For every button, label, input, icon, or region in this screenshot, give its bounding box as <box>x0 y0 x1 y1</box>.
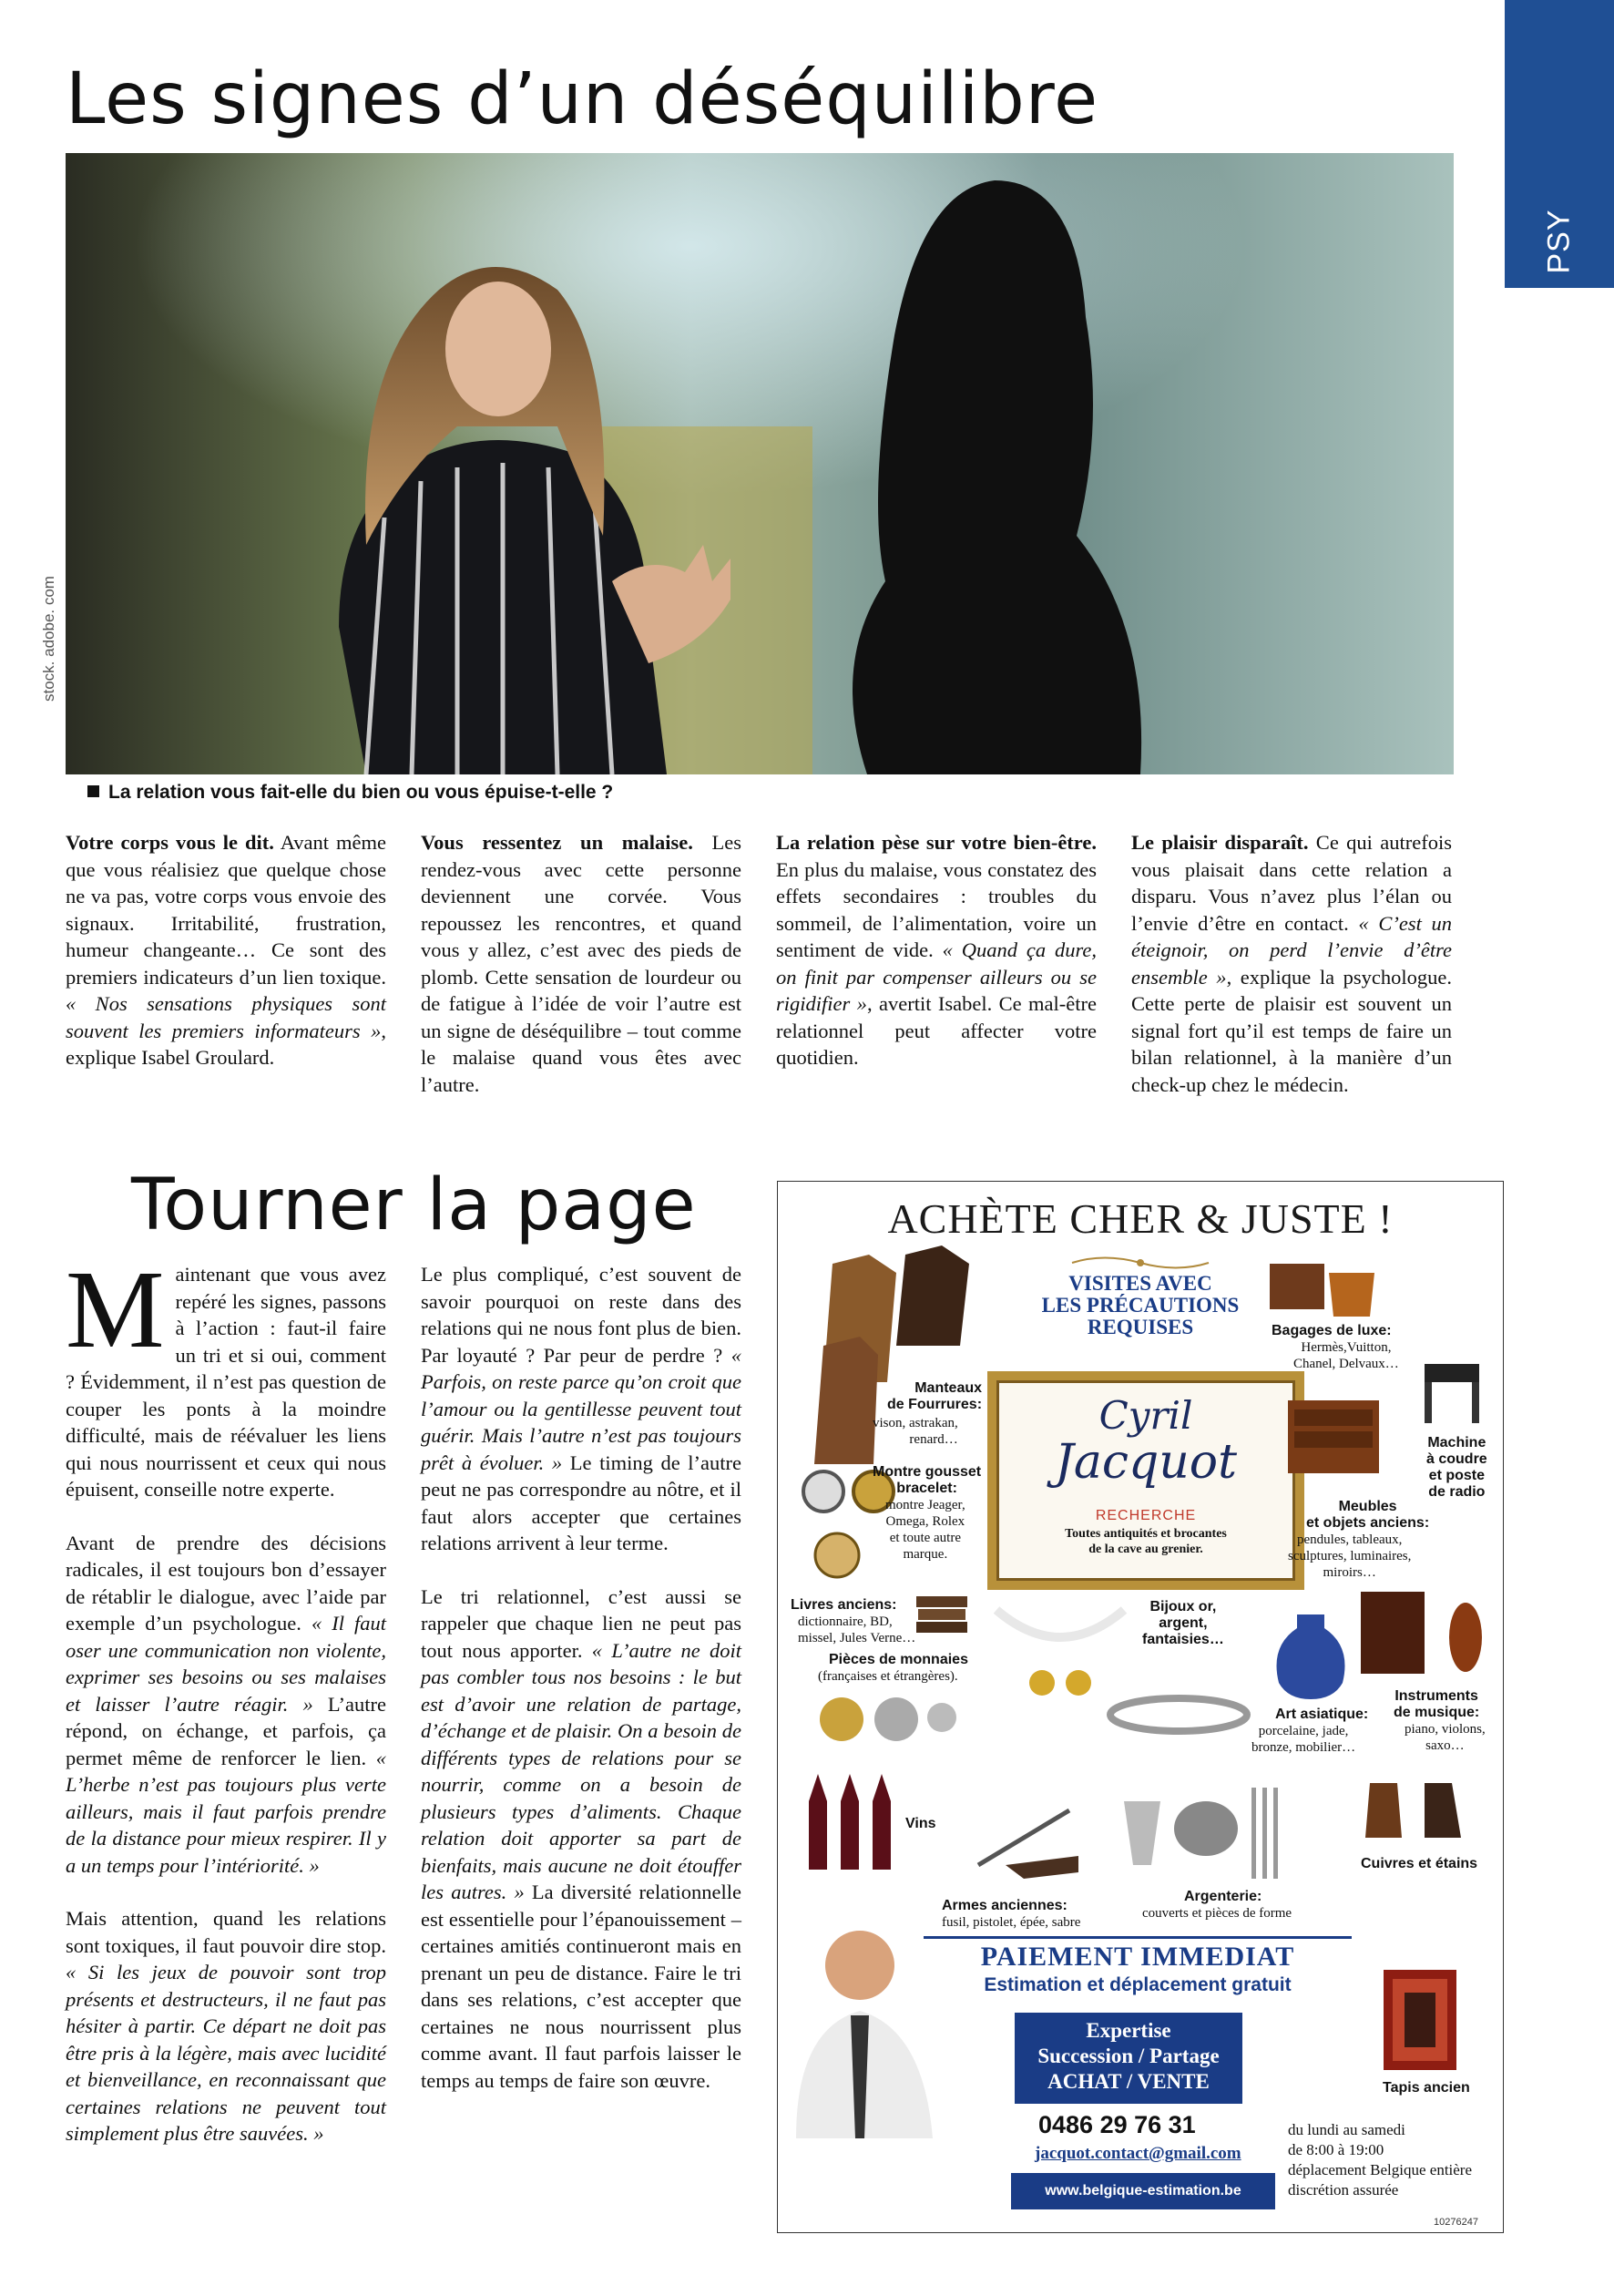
quote: « L’autre ne doit pas combler tous nos besoins : le but est d’avoir une relation de partage, d’échange et de plaisir. On a besoin de différents types de relations pour se nourrir, comme on a besoin de plusieurs types d’aliments. Chaque relation doit apporter sa part de bienfaits, mais aucune ne doit étouffer les autres. » <box>421 1638 741 1903</box>
section-text: Ce qui autrefois vous plaisait dans cette relation a disparu. Vous n’avez plus l’élan ou l’envie d’être en contact. <box>1131 831 1452 935</box>
ad-name-last: Jacquot <box>1055 1435 1237 1490</box>
quote: « Il faut oser une communication non violente, exprimer ses besoins ou ses malaises et laisser l’autre réagir. » <box>66 1612 387 1716</box>
quote: « Quand ça dure, on finit par compenser ailleurs ou se rigidifier » <box>776 938 1097 1015</box>
ad-item-sub: Hermès,Vuitton, Chanel, Delvaux… <box>1293 1340 1399 1371</box>
vase-icon <box>1270 1610 1352 1701</box>
ad-item-sub: couverts et pièces de forme <box>1142 1906 1292 1921</box>
ad-item-title: Machine à coudre et poste de radio <box>1426 1435 1487 1500</box>
quote: « Si les jeux de pouvoir sont trop présents et destructeurs, il ne faut pas hésiter à partir. Ce départ ne doit pas être pris à la légère, mais avec lucidité et bienveillance, en reconnaissant que certaines relations ne peuvent tout simplement plus être sauvées. » <box>66 1961 386 2145</box>
ad-item-title: Art asiatique: <box>1275 1707 1369 1722</box>
wine-bottles-icon <box>800 1774 900 1874</box>
paragraph-text: Le plus compliqué, c’est souvent de savoir pourquoi on reste dans des relations qui ne nous font plus de bien. Par loyauté ? Par peur de perdre ? <box>421 1263 741 1367</box>
ad-payment: PAIEMENT IMMEDIAT <box>980 1942 1295 1972</box>
column-4 <box>1131 829 1452 1098</box>
photo-credit: stock. adobe. com <box>40 576 57 702</box>
ad-item-title: Montre gousset bracelet: <box>873 1464 982 1496</box>
quote: « L’herbe n’est pas toujours plus verte ailleurs, mais il faut parfois prendre de la distance pour mieux respirer. Il y a un temps pour l’intériorité. » <box>66 1746 386 1877</box>
section-text: , explique Isabel Groulard. <box>66 1019 386 1069</box>
paragraph-text: La diversité relationnelle est essentielle pour l’épanouissement – certaines amitiés continueront mais en prenant un peu de distance. Faire le tri dans ses relations, c’est accepter que certaines ne nous nourrissent plus comme avant. Il faut parfois laisser le temps au temps de faire son œuvre. <box>421 1881 741 2092</box>
paragraph-text: Le timing de l’autre peut ne pas correspondre au nôtre, et il faut alors accepter que certaines relations arrivent à leur terme. <box>421 1450 741 1554</box>
paragraph-text: Le tri relationnel, c’est aussi se rappeler que chaque lien ne peut pas tout nous apporter. <box>421 1584 741 1662</box>
article2-column-2 <box>421 1261 741 2094</box>
ad-item-sub: pendules, tableaux, sculptures, luminaires, miroirs… <box>1288 1532 1412 1580</box>
ad-item-title: Instruments de musique: <box>1394 1688 1480 1720</box>
ad-estimation: Estimation et déplacement gratuit <box>984 1974 1292 1995</box>
books-icon <box>914 1592 969 1637</box>
weapons-icon <box>969 1801 1088 1892</box>
ad-item-sub: (françaises et étrangères). <box>818 1669 958 1684</box>
ad-item-sub: vison, astrakan, renard… <box>873 1416 958 1447</box>
ad-item-title: Cuivres et étains <box>1361 1856 1478 1871</box>
ad-item-title: Bijoux or, argent, fantaisies… <box>1142 1599 1224 1647</box>
quote: « Parfois, on reste parce qu’on croit que l’amour ou la gentillesse peuvent tout guérir. Mais l’autre n’est pas toujours prêt à évoluer. » <box>421 1343 741 1474</box>
advertisement <box>777 1181 1504 2233</box>
ad-item-sub: piano, violons, saxo… <box>1405 1722 1486 1753</box>
ad-frame <box>987 1371 1304 1590</box>
ad-headline: ACHÈTE CHER & JUSTE ! <box>887 1195 1394 1242</box>
section-heading: Le plaisir disparaît. <box>1131 831 1309 854</box>
ad-hours: du lundi au samedi de 8:00 à 19:00 déplacement Belgique entière discrétion assurée <box>1288 2121 1473 2199</box>
ad-item-title: Meubles et objets anciens: <box>1306 1499 1430 1531</box>
ad-item-title: Tapis ancien <box>1383 2080 1470 2096</box>
section-text: En plus du malaise, vous constatez des effets secondaires : troubles du sommeil, de l’alimentation, voire un sentiment de vide. <box>776 857 1097 961</box>
column-3 <box>776 829 1097 1071</box>
article-title: Les signes d’un déséquilibre <box>66 58 1099 140</box>
paragraph-text: Avant de prendre des décisions radicales, il est toujours bon d’essayer de rétablir le dialogue, avec l’aide par exemple d’un psychologue. <box>66 1531 386 1635</box>
column-1 <box>66 829 386 1071</box>
paragraph-text: Mais attention, quand les relations sont toxiques, il faut pouvoir dire stop. <box>66 1907 386 1957</box>
drop-cap: M <box>66 1248 165 1371</box>
bracelet-icon <box>1106 1692 1251 1737</box>
article2-column-1 <box>66 1248 387 2147</box>
ornament-icon <box>1067 1253 1213 1273</box>
luggage-icon <box>1270 1245 1379 1318</box>
ad-name-first: Cyril <box>1098 1393 1193 1438</box>
article-photo <box>66 153 1454 774</box>
ad-item-title: Vins <box>905 1816 936 1831</box>
ad-item-sub: fusil, pistolet, épée, sabre <box>942 1915 1081 1930</box>
section-text: Avant même que vous réalisiez que quelque chose ne va pas, votre corps vous envoie des signaux. Irritabilité, frustration, humeur changeante… Ce sont des premiers indicateurs d’un lien toxique. <box>66 831 386 989</box>
section-text: Les rendez-vous avec cette personne deviennent une corvée. Vous repoussez les rencontres, et quand vous y allez, c’est avec des pieds de plomb. Cette sensation de lourdeur ou de fatigue à l’idée de voir l’autre est un signe de déséquilibre – tout comme le malaise quand vous êtes avec l’autre. <box>421 831 741 1096</box>
ad-email[interactable]: jacquot.contact@gmail.com <box>1035 2144 1241 2163</box>
ad-website[interactable]: www.belgique-estimation.be <box>1011 2173 1275 2209</box>
section-heading: Vous ressentez un malaise. <box>421 831 693 854</box>
caption-text: La relation vous fait-elle du bien ou vous épuise-t-elle ? <box>108 782 614 803</box>
coins-icon <box>814 1692 960 1747</box>
ad-item-sub: montre Jeager, Omega, Rolex et toute autre marque. <box>885 1498 965 1562</box>
copper-icon <box>1361 1774 1470 1847</box>
section-tab <box>1505 0 1614 288</box>
ad-visits: VISITES AVEC LES PRÉCAUTIONS REQUISES <box>1041 1272 1240 1338</box>
photo-caption <box>87 782 613 804</box>
silverware-icon <box>1115 1783 1297 1883</box>
section-text: , explique la psychologue. Cette perte de plaisir est souvent un signal fort qu’il est temps de faire un bilan relationnel, à la manière d’un check-up chez le médecin. <box>1131 965 1453 1096</box>
divider <box>924 1936 1352 1939</box>
section-tab-label: PSY <box>1541 209 1577 274</box>
section-heading: Votre corps vous le dit. <box>66 831 274 854</box>
dealer-photo <box>787 1911 942 2138</box>
ad-phone[interactable]: 0486 29 76 31 <box>1038 2111 1196 2138</box>
ad-expertise-box: Expertise Succession / Partage ACHAT / VENTE <box>1015 2013 1242 2104</box>
ad-item-sub: porcelaine, jade, bronze, mobilier… <box>1251 1724 1356 1755</box>
quote: « Nos sensations physiques sont souvent les premiers informateurs » <box>66 992 386 1042</box>
ad-item-title: Bagages de luxe: <box>1272 1323 1392 1338</box>
furniture-icon <box>1283 1391 1384 1491</box>
section-heading: La relation pèse sur votre bien-être. <box>776 831 1097 854</box>
ad-item-title: Pièces de monnaies <box>829 1652 968 1667</box>
quote: « C’est un éteignoir, on perd l’envie d’être ensemble » <box>1131 911 1452 989</box>
caption-bullet <box>87 785 99 797</box>
ad-item-sub: dictionnaire, BD, missel, Jules Verne… <box>798 1614 916 1645</box>
paragraph-text: L’autre répond, on échange, et parfois, ça permet même de renforcer le lien. <box>66 1692 387 1769</box>
section-text: , avertit Isabel. Ce mal-être relationnel peut affecter votre quotidien. <box>776 992 1097 1069</box>
ad-recherche-sub: Toutes antiquités et brocantes de la cave au grenier. <box>1065 1527 1227 1556</box>
ad-item-title: Armes anciennes: <box>942 1898 1067 1913</box>
ad-item-title: Livres anciens: <box>791 1597 897 1613</box>
ad-item-title: Argenterie: <box>1184 1889 1262 1904</box>
piano-violin-icon <box>1361 1573 1488 1683</box>
carpet-icon <box>1379 1965 1461 2075</box>
ad-ref: 10276247 <box>1434 2217 1478 2228</box>
column-2 <box>421 829 741 1098</box>
ad-item-title: Manteaux de Fourrures: <box>887 1380 983 1412</box>
sewing-machine-icon <box>1415 1355 1488 1428</box>
article2-title: Tourner la page <box>131 1164 697 1246</box>
ad-recherche: RECHERCHE <box>1095 1508 1197 1523</box>
paragraph-text: aintenant que vous avez repéré les signes, passons à l’action : faut-il faire un tri et si oui, comment ? Évidemment, il n’est pas question de couper les ponts à la moindre difficulté, mais de réévaluer les liens qui nous nourrissent et ceux qui nous épuisent, conseille notre experte. <box>66 1263 386 1501</box>
